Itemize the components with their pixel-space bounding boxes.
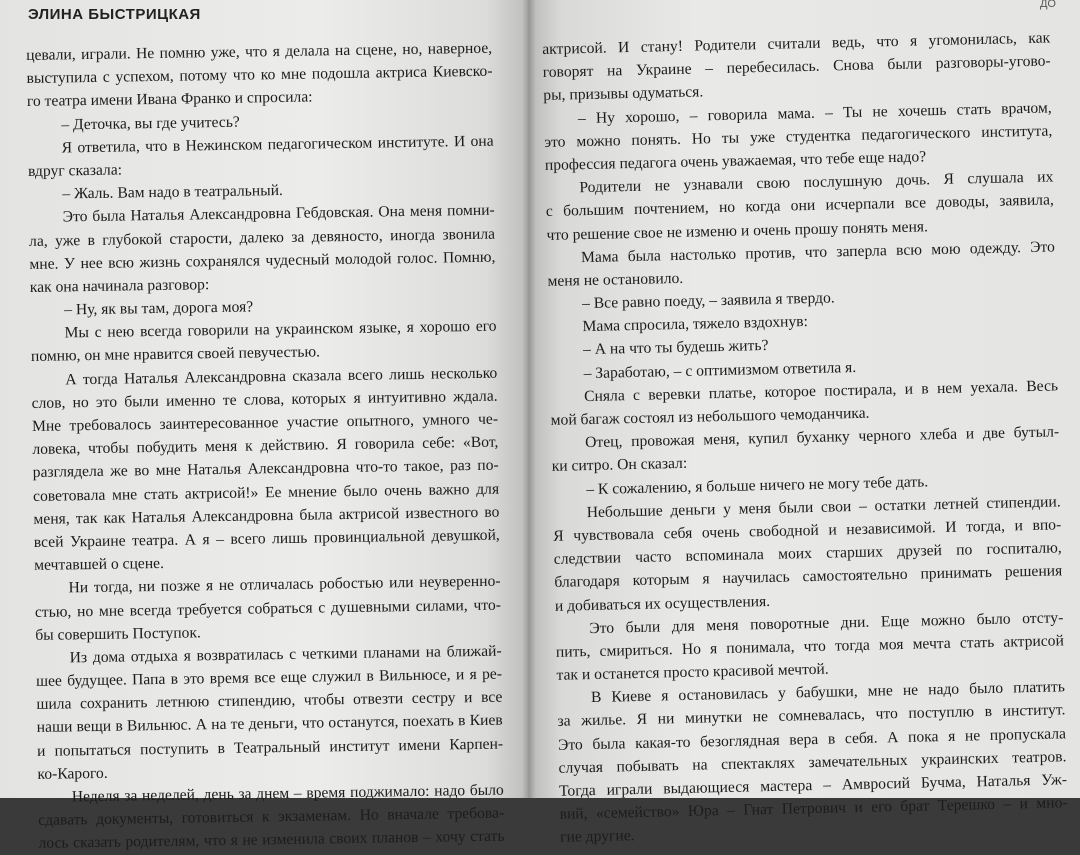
text-line: Мы с нею всегда говорили на украинском языке, я хорошо его [64, 317, 497, 342]
text-line: Ни тогда, ни позже я не отличалась робостью или неуверенно- [68, 572, 501, 597]
text-line: Я чувствовала себя очень свободной и независимой. И тогда, и впо- [553, 516, 1062, 545]
text-line: – Жаль. Вам надо в театральный. [62, 182, 284, 203]
text-line: Я ответила, что в Нежинском педагогическом институте. И она [61, 132, 494, 157]
text-line: ры, призывы одуматься. [543, 83, 704, 105]
text-line: лось сказать родителям, что я не изменила своих планов – хочу стать [38, 827, 505, 853]
running-head-right: ДО [1039, 0, 1056, 10]
text-line: бы совершить Поступок. [35, 624, 201, 644]
text-line: гие другие. [559, 827, 635, 847]
text-line: с большим почтением, но когда они исчерпали все доводы, заявила, [545, 191, 1055, 221]
text-line: В Киеве я остановилась у бабушки, мне не надо было платить [590, 678, 1066, 707]
text-line: Мама спросила, тяжело вздохнув: [582, 313, 809, 336]
text-line: Отец, провожая меня, купил буханку черного хлеба и две бутыл- [585, 423, 1060, 452]
text-line: это можно понять. Но ты уже студентка педагогического института, [544, 122, 1053, 151]
text-line: А тогда Наталья Александровна сказала всего лишь несколько [65, 364, 498, 389]
text-line: как она начинала разговор: [29, 276, 210, 296]
left-page-text [26, 37, 505, 855]
text-line: ко-Карого. [37, 764, 108, 783]
text-line: актрисой. И стану! Родители считали ведь, что я угомонилась, как [542, 29, 1051, 58]
text-line: случая побывать на спектаклях замечательных украинских театров. [558, 748, 1067, 777]
left-page [0, 0, 528, 853]
right-page-text [542, 26, 1068, 849]
text-line: меня, так как Наталья Александровна была актрисой известного во [33, 503, 500, 528]
text-line: – Деточка, вы где учитесь? [61, 113, 240, 134]
text-line: благодаря которым я научилась самостоятельно принимать решения [554, 562, 1063, 592]
text-line: Неделя за неделей, день за днем – время поджимало: надо было [71, 781, 504, 806]
text-line: вдруг сказала: [27, 161, 123, 180]
text-line: Это была Наталья Александровна Гебдовская. Она меня помни- [62, 201, 495, 226]
running-head: ЭЛИНА БЫСТРИЦКАЯ [28, 6, 201, 23]
text-line: и попытаться поступить в Театральный институт имени Карпен- [36, 735, 504, 760]
text-line: всей Украине театра. А я – всего лишь провинциальной девушкой, [33, 526, 500, 551]
text-line: шила сохранить летнюю стипендию, чтобы отвезти сестру и все [36, 688, 503, 714]
text-line: выступила с успехом, потому что ко мне подошла актриса Киевско- [26, 62, 493, 88]
text-line: ла, уже в глубокой старости, далеко за девяносто, иногда звонила [28, 225, 496, 250]
text-line: за жилье. Я ни минутки не сомневалась, что поступлю в институт. [557, 701, 1066, 731]
text-line: мне. У нее всю жизнь сохранялся чудесный молодой голос. Помню, [29, 248, 496, 273]
text-line: Мама была настолько против, что заперла всю мою одежду. Это [580, 238, 1056, 266]
text-line: – Ну хорошо, – говорила мама. – Ты не хочешь стать врачом, [577, 99, 1052, 127]
text-line: сдавать документы, готовиться к экзаменам. Но вначале требова- [38, 804, 505, 830]
text-line: и добиваться их осуществления. [554, 592, 771, 615]
text-line: говорят на Украине – перебесилась. Снова были разговоры-угово- [542, 52, 1051, 82]
text-line: – Заработаю, – с оптимизмом ответила я. [583, 358, 857, 382]
text-line: ки ситро. Он сказал: [551, 455, 688, 476]
text-line: так и останется просто красивой мечтой. [556, 660, 829, 684]
text-line: следствии часто вспоминала моих старших друзей по госпиталю, [553, 539, 1062, 568]
text-line: вий, «семейство» Юра – Гнат Петрович и его брат Терешко – и мно- [559, 794, 1068, 823]
text-line: Из дома отдыха я возвратилась с четкими планами на ближай- [69, 642, 502, 667]
text-line: – А на что ты будешь жить? [582, 337, 769, 359]
text-line: пить, смириться. Но я понимала, что тогда моя мечта стать актрисой [555, 632, 1065, 661]
text-line: помню, он мне нравится своей певучестью. [30, 343, 321, 366]
text-line: наши вещи в Вильнюс. А на те деньги, что останутся, поехать в Киев [36, 712, 503, 737]
text-line: Это была какая-то безоглядная вера в себя. А пока я не пропускала [557, 724, 1067, 754]
text-line: разглядела же во мне Наталья Александровна что-то такое, раз по- [32, 457, 499, 482]
text-line: – Ну, як вы там, дорога моя? [64, 298, 254, 319]
text-line: – Все равно поеду, – заявила я твердо. [581, 289, 835, 313]
text-line: что решение свое не изменю и очень прошу понять меня. [546, 217, 929, 244]
text-line: мой багаж состоял из небольшого чемоданчика. [550, 404, 870, 429]
text-line: Мне требовалось заинтересованное участие опытного, умного че- [31, 410, 499, 435]
text-line: шее будущее. Папа в это время все еще служил в Вильнюсе, и я ре- [35, 665, 503, 690]
text-line: слов, но это были именно те слова, которых я интуитивно ждала. [31, 387, 498, 412]
text-line: мечтавшей о сцене. [34, 555, 165, 575]
text-line: Это были для меня поворотные дни. Еще можно было отсту- [589, 609, 1064, 637]
text-line: Родители не узнавали свою послушную дочь. Я слушала их [579, 168, 1054, 197]
text-line: профессия педагога очень уважаемая, что тебе еще надо? [544, 148, 927, 174]
text-line: Сняла с веревки платье, которое постирала, и в нем уехала. Весь [583, 377, 1059, 405]
text-line: ловека, чтобы побудить меня к действию. Я говорила себе: «Вот, [32, 433, 499, 459]
text-line: Небольшие деньги у меня были свои – остатки летней стипендии. [586, 493, 1061, 521]
text-line: го театра имени Ивана Франко и спросила: [26, 88, 313, 111]
text-line: стью, но мне всегда требуется собраться с душевными силами, что- [34, 596, 501, 621]
text-line: Тогда играли выдающиеся мастера – Амвросий Бучма, Наталья Уж- [558, 771, 1068, 800]
text-line: – К сожалению, я больше ничего не могу тебе дать. [586, 472, 929, 498]
text-line: меня не остановило. [547, 269, 684, 290]
right-page [528, 0, 1080, 847]
text-line: советовала мне стать актрисой!» Ее мнение было очень важно для [32, 480, 500, 505]
text-line: цевали, играли. Не помню уже, что я делала на сцене, но, наверное, [26, 39, 493, 64]
